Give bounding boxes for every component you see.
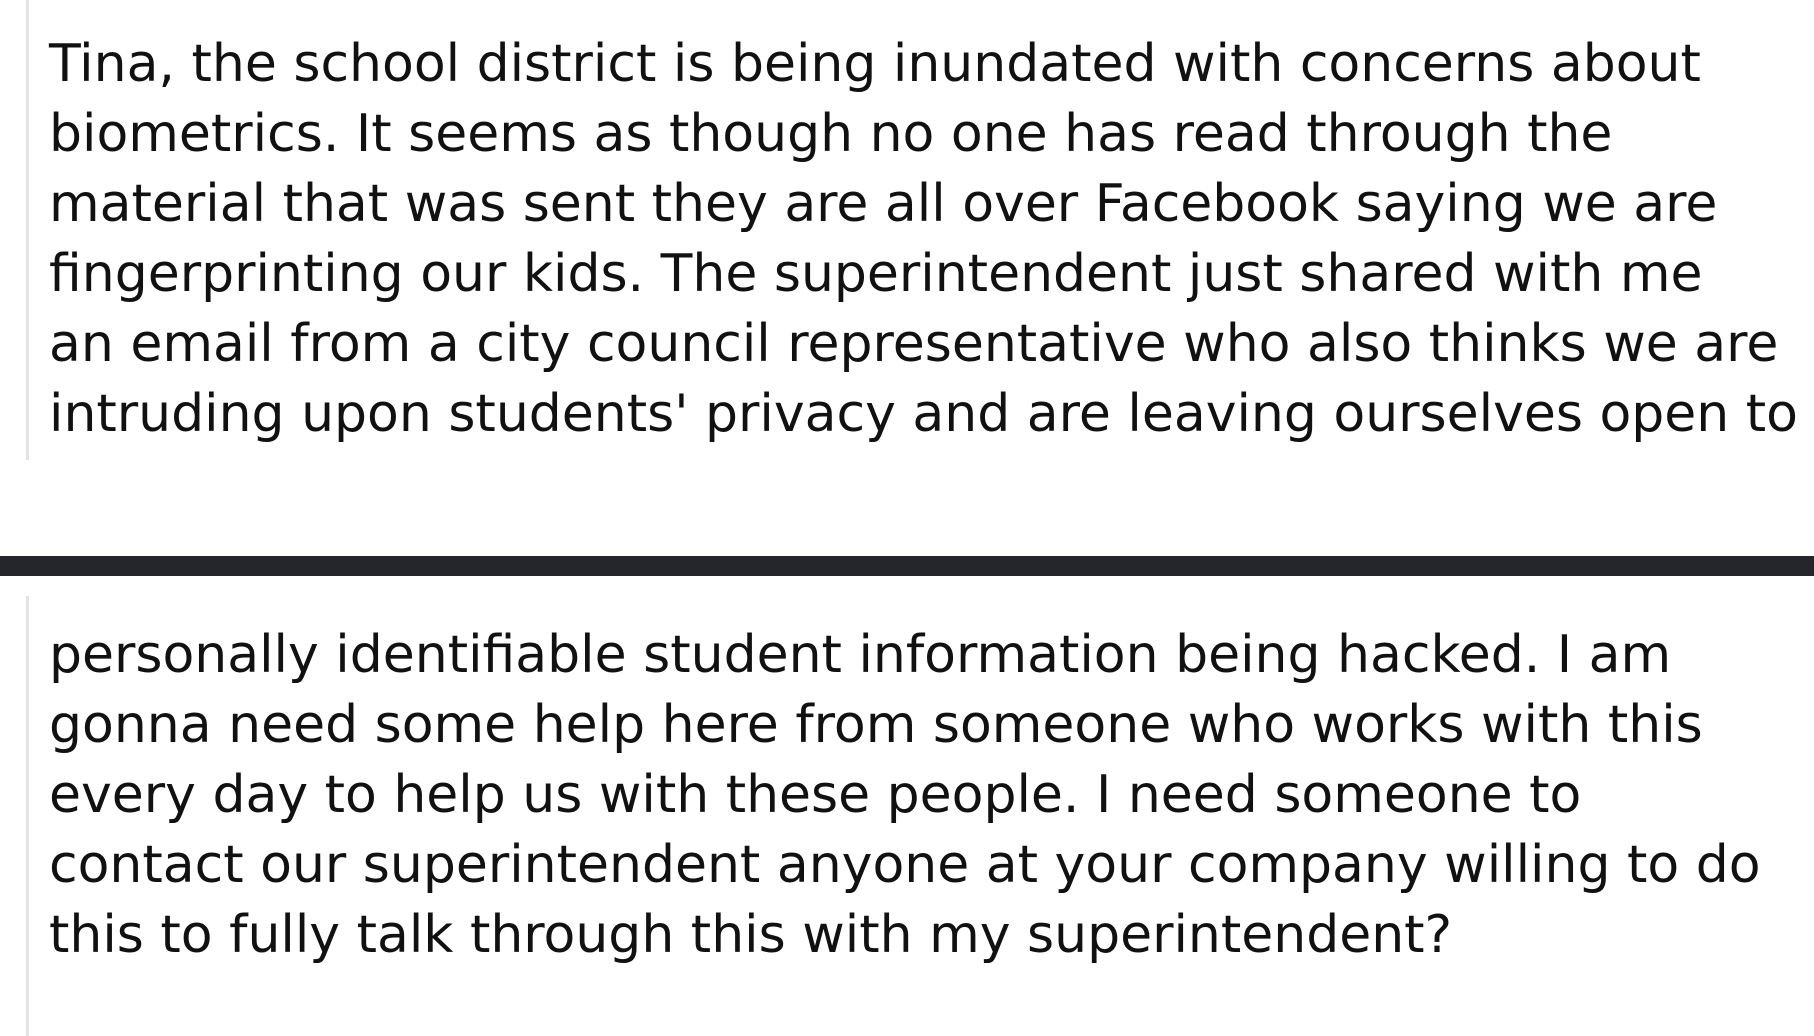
quote-rule (26, 596, 29, 1036)
message-line: an email from a city council representative who also thinks we are (49, 314, 1779, 374)
message-line: this to fully talk through this with my superintendent? (49, 905, 1453, 965)
quote-rule (26, 0, 29, 460)
message-line: Tina, the school district is being inundated with concerns about (49, 34, 1701, 94)
message-body-top (49, 29, 1798, 449)
message-line: contact our superintendent anyone at your company willing to do (49, 835, 1761, 895)
message-line: material that was sent they are all over Facebook saying we are (49, 174, 1718, 234)
message-line: gonna need some help here from someone who works with this (49, 695, 1703, 755)
message-excerpt-bottom (0, 576, 1814, 1036)
message-line: every day to help us with these people. I need someone to (49, 765, 1582, 825)
message-line: intruding upon students' privacy and are leaving ourselves open to (49, 384, 1798, 444)
message-line: biometrics. It seems as though no one has read through the (49, 104, 1613, 164)
message-line: personally identifiable student information being hacked. I am (49, 625, 1672, 685)
message-line: fingerprinting our kids. The superintendent just shared with me (49, 244, 1703, 304)
message-body-bottom (49, 620, 1789, 970)
section-divider (0, 556, 1814, 576)
